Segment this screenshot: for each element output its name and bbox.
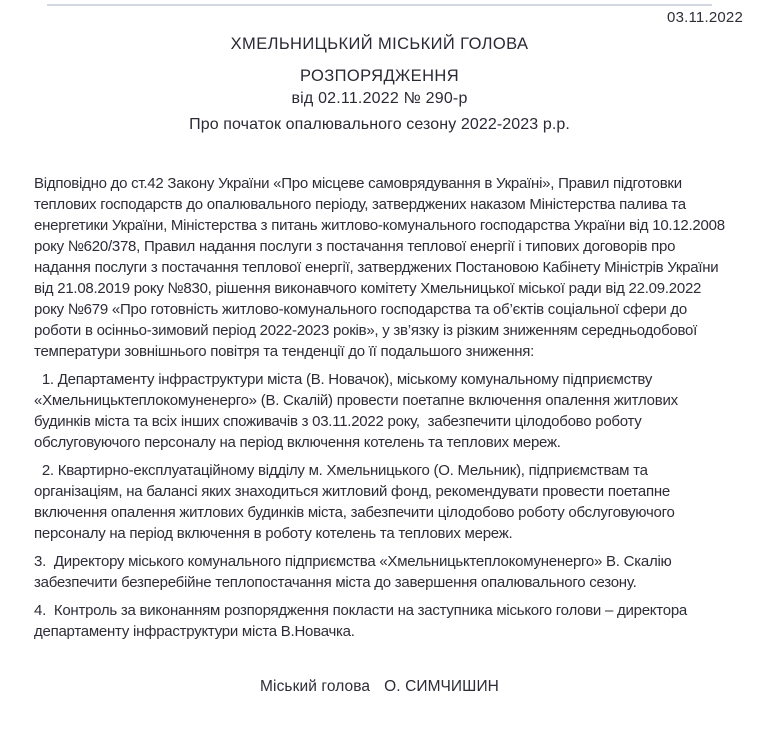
- paragraph-item-2: 2. Квартирно-експлуатаційному відділу м. Хмельницького (О. Мельник), підприємствам та організаціям, на балансі яких знаходиться житловий фонд, рекомендувати провести поетапне включення опалення житлових будинків міста, забезпечити цілодобово роботу обслуговуючого персоналу на період включення в роботу котелень та теплових мереж.: [34, 462, 679, 542]
- document-subject: Про початок опалювального сезону 2022-2023 р.р.: [189, 116, 570, 133]
- signature-name: О. СИМЧИШИН: [384, 678, 499, 695]
- document-date: 03.11.2022: [667, 9, 743, 26]
- signature-position: Міський голова: [260, 678, 371, 695]
- paragraph-item-3: 3. Директору міського комунального підприємства «Хмельницьктеплокомуненерго» В. Скалію забезпечити безперебійне теплопостачання міста до завершення опалювального сезону.: [34, 553, 676, 591]
- paragraph-item-4: 4. Контроль за виконанням розпорядження покласти на заступника міського голови – директора департаменту інфраструктури міста В.Новачка.: [34, 602, 691, 640]
- document-body: [34, 173, 729, 642]
- top-divider: [47, 4, 712, 6]
- document-type-heading: РОЗПОРЯДЖЕННЯ: [299, 67, 460, 85]
- signature-line: [34, 678, 725, 696]
- document-number-line: від 02.11.2022 № 290-р: [291, 90, 468, 107]
- organization-title: ХМЕЛЬНИЦЬКИЙ МІСЬКИЙ ГОЛОВА: [230, 35, 529, 53]
- paragraph-item-1: 1. Департаменту інфраструктури міста (В. Новачок), міському комунальному підприємству «Хмельницьктеплокомуненерго» (В. Скалій) провести поетапне включення опалення житлових будинків міста та всіх інших споживачів з 03.11.2022 року, забезпечити цілодобово роботу обслуговуючого персоналу на період включення котелень та теплових мереж.: [34, 371, 682, 451]
- paragraph-preamble: Відповідно до ст.42 Закону України «Про місцеве самоврядування в Україні», Правил підготовки теплових господарств до опалювального періоду, затверджених наказом Міністерства палива та енергетики України, Міністерства з питань житлово-комунального господарства України від 10.12.2008 року №620/378, Правил надання послуги з постачання теплової енергії і типових договорів про надання послуги з постачання теплової енергії, затверджених Постановою Кабінету Міністрів України від 21.08.2019 року №830, рішення виконавчого комітету Хмельницької міської ради від 22.09.2022 року №679 «Про готовність житлово-комунального господарства та об’єктів соціальної сфери до роботи в осінньо-зимовий період 2022-2023 років», у зв’язку із різким зниженням середньодобової температури зовнішнього повітря та тенденції до її подальшого зниження:: [34, 175, 729, 360]
